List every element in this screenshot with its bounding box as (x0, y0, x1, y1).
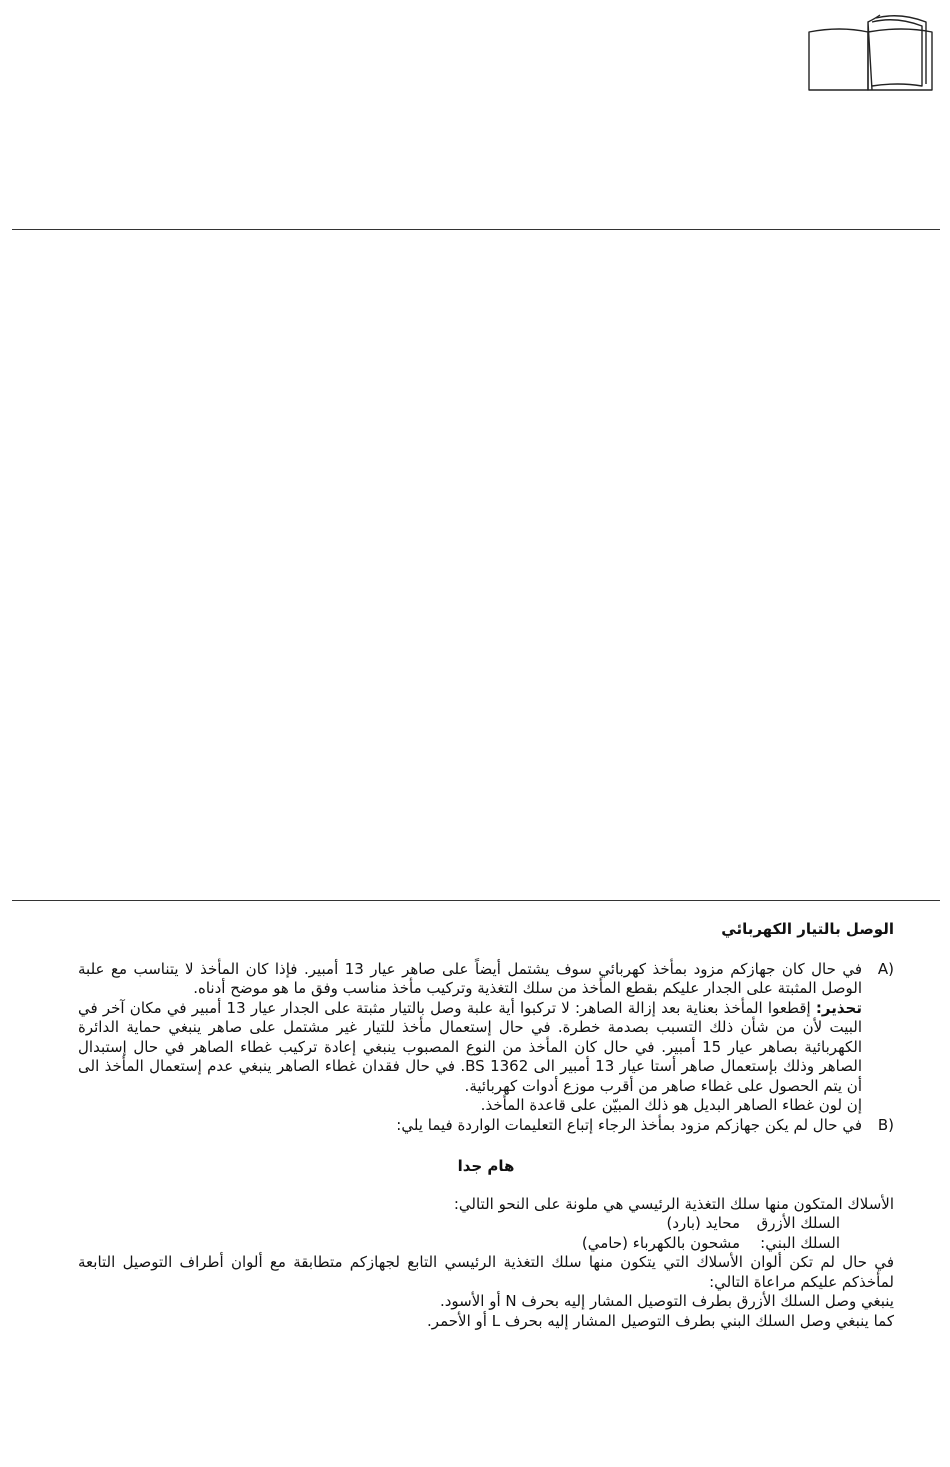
item-a (78, 960, 894, 1116)
warning-label: تحذير: (815, 998, 862, 1017)
item-b-body (78, 1116, 862, 1136)
fuse-cover-note: إن لون غطاء الصاهر البديل هو ذلك المبيّن على قاعدة المأخذ. (480, 1096, 862, 1114)
book-icon (806, 12, 936, 94)
item-b (78, 1116, 894, 1136)
item-a-body (78, 960, 862, 1116)
brown-wire-desc: مشحون بالكهرباء (حامي) (581, 1233, 740, 1252)
section-divider (12, 900, 940, 901)
instructions-section (78, 920, 894, 1331)
item-a-warning (78, 999, 862, 1097)
blue-wire-rule: ينبغي وصل السلك الأزرق بطرف التوصيل المشار إليه بحرف N أو الأسود. (439, 1292, 894, 1310)
wires-mismatch: في حال لم تكن ألوان الأسلاك التي يتكون منها سلك التغذية الرئيسي التابع لجهازكم متطابقة مع ألوان أطراف التوصيل التابعة لمأخذكم عليكم مراعاة التالي: (78, 1253, 894, 1291)
wires-intro: الأسلاك المتكون منها سلك التغذية الرئيسي هي ملونة على النحو التالي: (453, 1194, 894, 1213)
wire-colors-section (78, 1195, 894, 1332)
top-divider (12, 229, 940, 230)
blue-wire-row (78, 1214, 894, 1234)
item-b-letter: B) (877, 1115, 894, 1134)
item-a-letter: A) (877, 959, 894, 978)
warning-text: إقطعوا المأخذ بعناية بعد إزالة الصاهر: لا تركبوا أية علبة وصل بالتيار مثبتة على الجدار عيار 13 أمبير في مكان آخر في البيت لأن من شأن ذلك التسبب بصدمة خطرة. في حال إستعمال مأخذ للتيار غير مشتمل على صاهر ينبغي حماية الدائرة الكهربائية بصاهر عيار 15 أمبير. في حال كان المأخذ من النوع المصبوب ينبغي إعادة تركيب غطاء الصاهر في حال إستبدال الصاهر وذلك بإستعمال صاهر أستا عيار 13 أمبير الى BS 1362. في حال فقدان غطاء الصاهر ينبغي عدم إستعمال المأخذ الى أن يتم الحصول على غطاء صاهر من أقرب موزع أدوات كهربائية. (78, 998, 862, 1095)
blue-wire-name: السلك الأزرق (756, 1214, 840, 1232)
brown-wire-rule: كما ينبغي وصل السلك البني بطرف التوصيل المشار إليه بحرف L أو الأحمر. (427, 1311, 894, 1330)
section-title: الوصل بالتيار الكهربائي (721, 920, 894, 938)
item-a-intro: في حال كان جهازكم مزود بمأخذ كهربائي سوف يشتمل أيضاً على صاهر عيار 13 أمبير. فإذا كان المأخذ لا يتناسب مع علبة الوصل المثبتة على الجدار عليكم بقطع المأخذ من سلك التغذية وتركيب مأخذ مناسب وفق ما هو موضح أدناه. (78, 959, 862, 997)
item-b-text: في حال لم يكن جهازكم مزود بمأخذ الرجاء إتباع التعليمات الواردة فيما يلي: (396, 1115, 862, 1134)
important-heading: هام جدا (457, 1157, 515, 1175)
brown-wire-name: السلك البني: (760, 1233, 840, 1252)
brown-wire-row (78, 1234, 894, 1254)
blue-wire-desc: محايد (بارد) (666, 1214, 740, 1232)
